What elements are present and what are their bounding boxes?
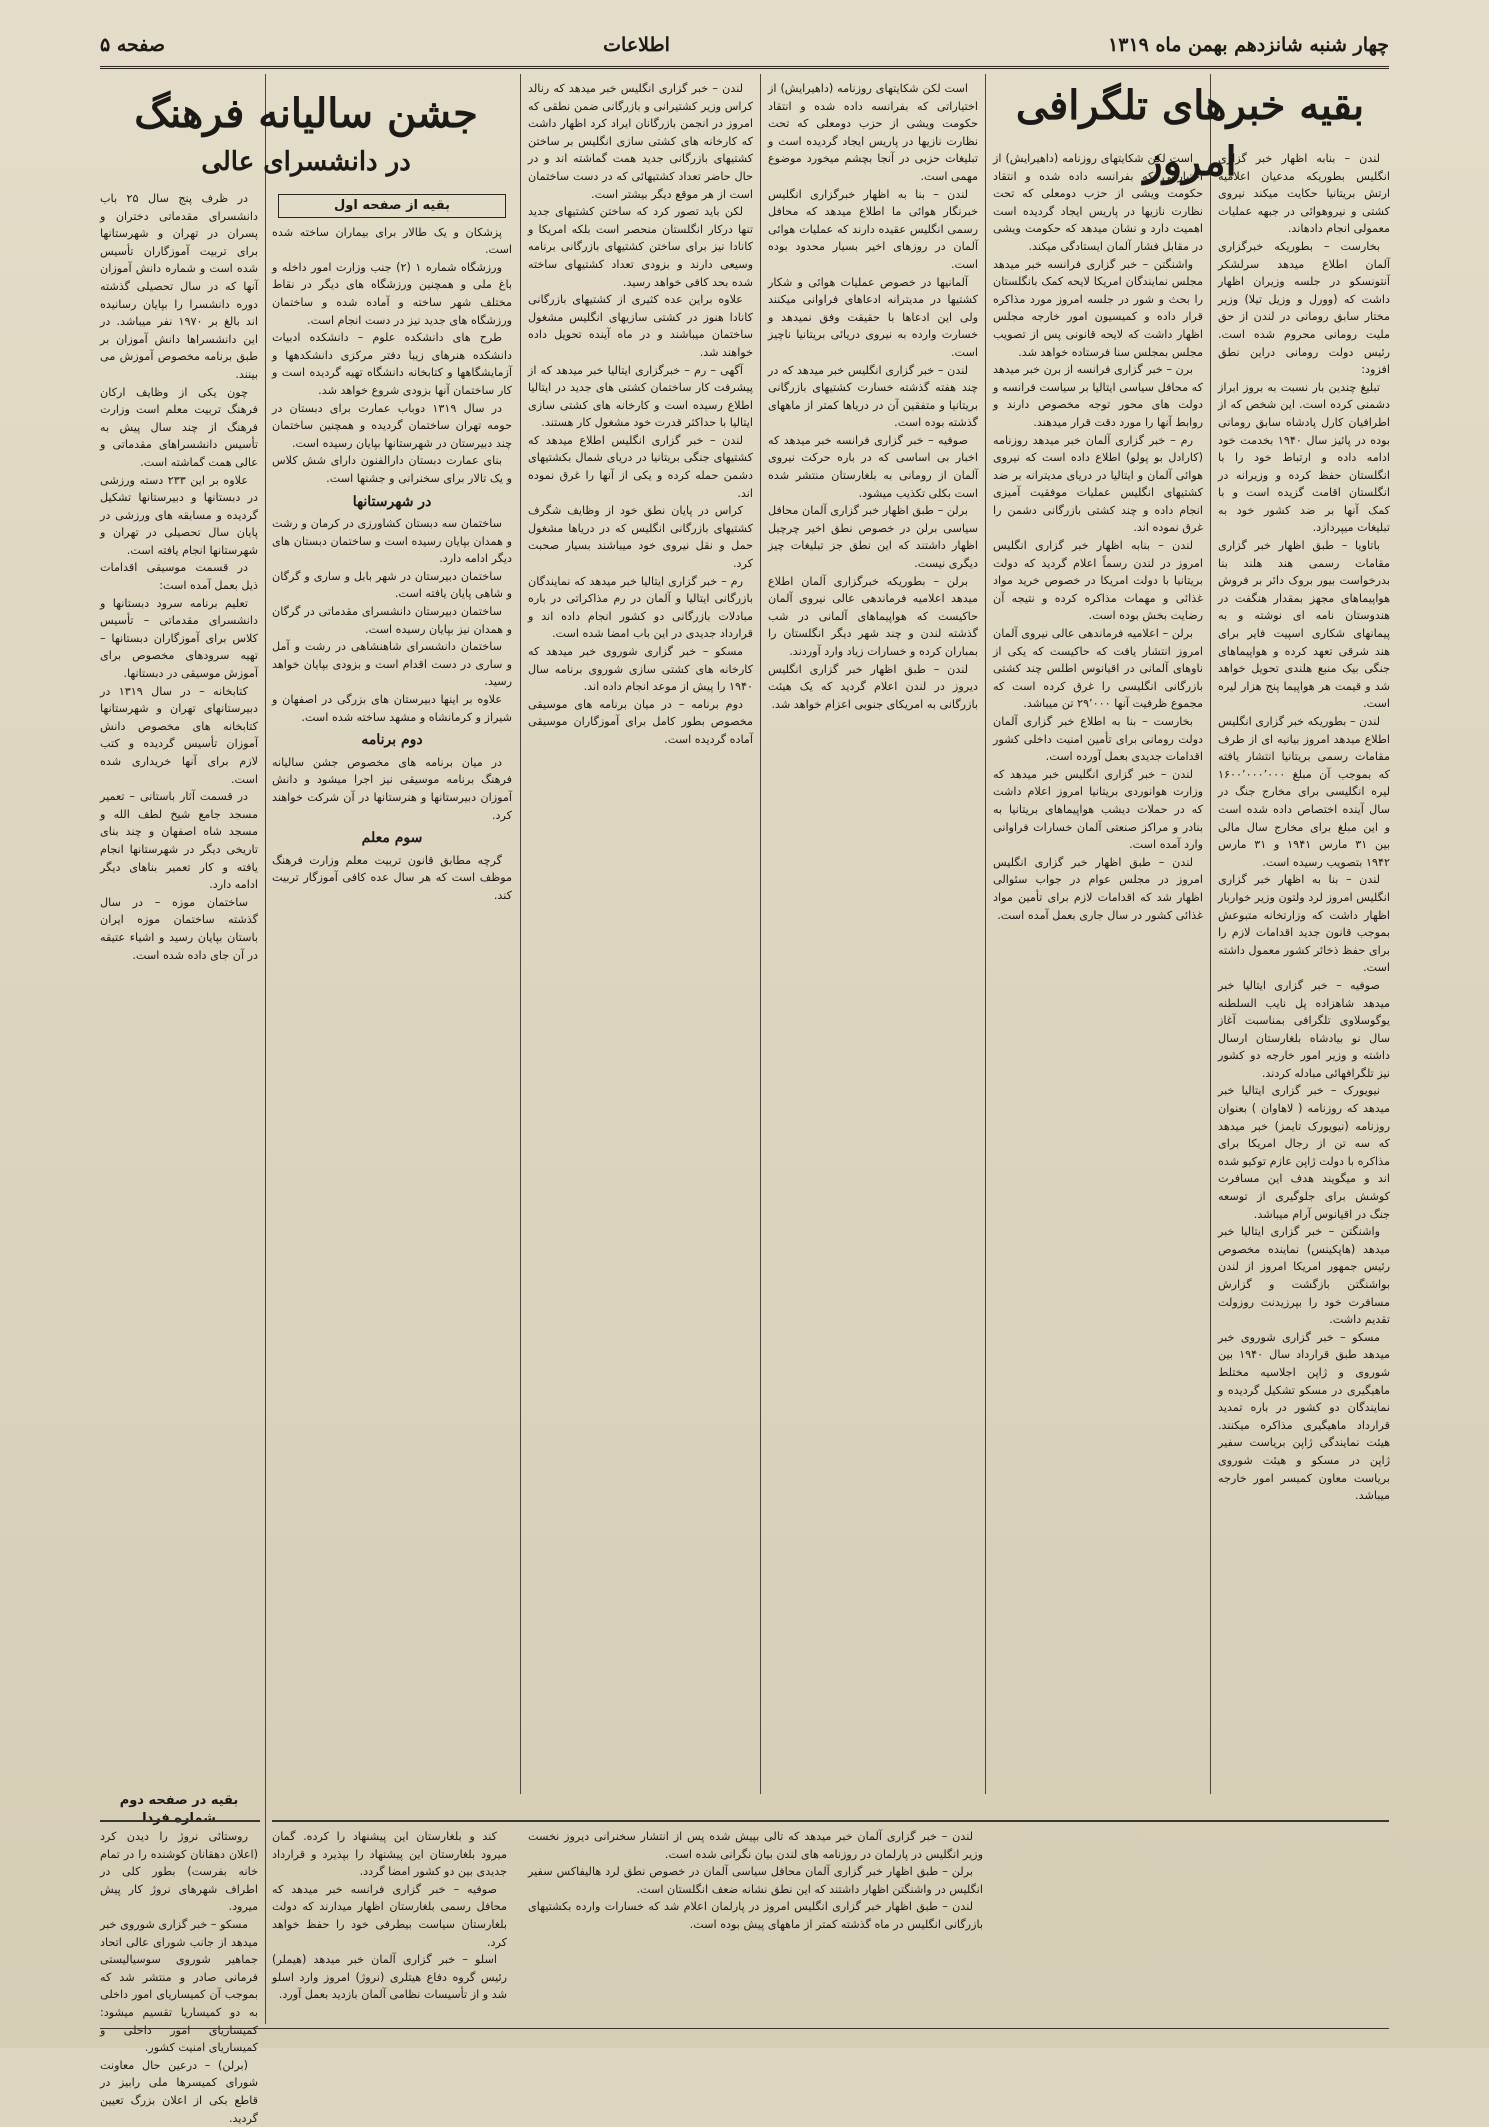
news-item: (برلن) – درعین حال معاونت شورای کمیسرها ملی رابیز در قاطع بکی از اعلان بزرگ تعیین گردید. [100,2058,258,2125]
news-item: بخارست – بنا به اطلاع خبر گزاری آلمان دولت رومانی برای تأمین امنیت داخلی کشور اقدامات جدیدی بعمل آورده است. [993,715,1203,764]
news-item: بخارست – بطوریکه خبرگزاری آلمان اطلاع میدهد سرلشکر آنتونسکو در جلسه وزیران اظهار داشت که (وورل و وزیل تیلا) وزیر مختار سابق رومانی در لندن از حق ملیت رومانی محروم شده است. رئیس دولت رومانی دراین نطق افزود: [1218,239,1390,377]
news-item: لندن – خبر گزاری آلمان خبر میدهد که تالی بپیش شده پس از انتشار سخنرانی دیروز نخست وزیر انگلیس در پارلمان در روزنامه های لندن بیان نگرانی شده است. [528,1830,983,1861]
article-paragraph: در ظرف پنج سال ۲۵ باب دانشسرای مقدماتی دختران و پسران در تهران و شهرستانها برای تربیت آموزگاران تأسیس شده است و شماره دانش آموزان آنها که در سال تحصیلی گذشته دوره دانشسرا را بپایان رسانیده اند بالغ بر ۱۹۷۰ نفر میباشد. در این دانشسراها دانش آموزان بر طبق برنامه مخصوص آموزش می بینند. [100,192,258,381]
news-item: لندن – بنابه اظهار خبر گزاری انگلیس امروز در لندن رسماً اعلام گردید که دولت بریتانیا با دولت امریکا در خصوص خرید مواد غذائی و مهمات مذاکره کرده و نتیجه آن رضایت بخش بوده است. [993,539,1203,623]
news-item: برلن – بطوریکه خبرگزاری آلمان اطلاع میدهد اعلامیه فرماندهی عالی نیروی آلمان حاکیست که هواپیماهای آلمانی در شب گذشته لندن و چند شهر دیگر انگلستان را بمباران کرده و خسارات زیاد وارد آوردند. [768,574,978,658]
news-item: واشنگتن – خبر گزاری ایتالیا خبر میدهد (هاپکینس) نماینده مخصوص رئیس جمهور امریکا امروز از لندن بواشنگتن بازگشت و گزارش مسافرت خود را بپرزیدنت روزولت تقدیم داشت. [1218,1225,1390,1327]
column-culture-article [100,190,258,1780]
news-item: کند و بلغارستان این پیشنهاد را کرده. گمان میرود بلغارستان این پیشنهاد را بپذیرد و قرارداد جدیدی بین دو کشور امضا گردد. [272,1830,507,1879]
news-item: رم – خبر گزاری آلمان خبر میدهد روزنامه (کارادل بو پولو) اطلاع داده است که نیروی هوائی آلمان و ایتالیا در دریای مدیترانه بر ضد کشتیهای انگلیس عملیات موفقیت آمیزی انجام داده و چند کشتی بازرگانی دشمن را غرق نموده اند. [993,433,1203,535]
page-bottom-rule [100,2028,1389,2029]
culture-article-subtitle: در دانشسرای عالی [201,147,411,177]
newspaper-name: اطلاعات [603,34,670,56]
news-item: برن – خبر گزاری فرانسه از برن خبر میدهد که محافل سیاسی ایتالیا بر سیاست فرانسه و دولت های محور توجه مخصوص دارند و روابط آنها را مورد دقت قرار میدهند. [993,363,1203,429]
article-paragraph: کتابخانه – در سال ۱۳۱۹ در دبیرستانهای تهران و شهرستانها کتابخانه های مخصوص دانش آموزان تأسیس گردیده و کتب لازم برای آنها خریداری شده است. [100,684,258,786]
article-paragraph: ساختمان دبیرستان در شهر بابل و ساری و گرگان و شاهی پایان یافته است. [272,569,512,601]
news-item: است لکن شکایتهای روزنامه (داهیرایش) از اختیاراتی که بفرانسه داده شده و انتقاد حکومت ویشی از حزب دومعلی که تحت نظارت نازیها در پاریس ایجاد گردیده است اهمیت دارد و نشان میدهد که حکومت ویشی در مقابل فشار آلمان ایستادگی میکند. [993,152,1203,253]
section-rule [272,1820,1389,1822]
masthead-rule [100,66,1389,69]
news-item: لندن – خبر گزاری انگلیس خبر میدهد که وزارت هوانوردی بریتانیا امروز اعلام داشت که در حملات دیشب هواپیماهای بریتانیا به بنادر و مراکز صنعتی آلمان خسارات فراوانی وارد آمده است. [993,767,1203,852]
column-telegraph-news-1 [1218,150,1390,1790]
bottom-column-right [100,1828,258,2125]
article-paragraph: ساختمان موزه – در سال گذشته ساختمان موزه ایران باستان بپایان رسید و اشیاء عتیقه در آن جای داده شده است. [100,895,258,962]
news-item: برلن – طبق اظهار خبر گزاری آلمان محافل سیاسی آلمان در خصوص نطق لرد هالیفاکس سفیر انگلیس در واشنگتن اظهار داشتند که این نطق نشانه ضعف انگلستان است. [528,1865,983,1896]
article-paragraph: ساختمان دانشسرای شاهنشاهی در رشت و آمل و ساری در دست اقدام است و بزودی بپایان خواهد رسید. [272,640,512,689]
news-item: لندن – بنا به اظهار خبرگزاری انگلیس خبرنگار هوائی ما اطلاع میدهد که محافل رسمی انگلیس عقیده دارند که عملیات هوائی آلمان در روزهای اخیر بسیار محدود بوده است. [768,187,978,271]
news-item: کراس در پایان نطق خود از وظایف شگرف کشتیهای بازرگانی انگلیس که در دریاها مشغول حمل و نقل نیروی خود میباشند بسیار صحبت کرد. [528,504,753,571]
news-item: مسکو – خبر گزاری شوروی خبر میدهد که کارخانه های کشتی سازی شوروی برنامه سال ۱۹۴۰ را پیش از موعد انجام داده اند. [528,645,753,694]
article-paragraph: در میان برنامه های مخصوص جشن سالیانه فرهنگ برنامه موسیقی نیز اجرا میشود و دانش آموزان دبیرستانها و هنرستانها در آن شرکت خواهند کرد. [272,755,512,822]
column-culture-continued [272,190,512,1790]
bottom-column-left [272,1828,507,2024]
continued-from-page-one: بقیه از صفحه اول [278,194,506,218]
continued-next-issue: بقیه در صفحه دوم شماره فردا [119,1793,239,1826]
bottom-column-middle [528,1828,983,2024]
article-paragraph: علاوه بر اینها دبیرستان های بزرگی در اصفهان و شیراز و کرمانشاه و مشهد ساخته شده است. [272,693,512,724]
article-paragraph: در قسمت موسیقی اقدامات ذیل بعمل آمده است: [100,561,258,593]
article-paragraph: پزشکان و یک طالار برای بیماران ساخته شده است. [272,225,512,257]
page-number: صفحه ۵ [100,34,166,56]
culture-article-headline [100,86,512,182]
news-item: آلمانیها در خصوص عملیات هوائی و شکار کشتیها در مدیترانه ادعاهای فراوانی میکنند ولی این ادعاها با حقیقت وفق نمیدهد و خسارت وارده به نیروی دریائی بریتانیا ناچیز است. [768,275,978,359]
column-telegraph-news-4 [528,80,753,1790]
section-subhead: دوم برنامه [361,732,423,749]
column-divider [1210,74,1211,1794]
date-line: چهار شنبه شانزدهم بهمن ماه ۱۳۱۹ [1108,34,1389,56]
column-divider [520,74,521,1794]
article-paragraph: ساختمان دبیرستان دانشسرای مقدماتی در گرگان و همدان نیز بپایان رسیده است. [272,605,512,636]
telegraph-news-headline: بقیه خبرهای تلگرافی امروز [1015,82,1365,185]
news-item: لندن – خبر گزاری انگلیس اطلاع میدهد که کشتیهای جنگی بریتانیا در دریای شمال بکشتیهای دشمن حمله کرده و یکی از آنها را غرق نموده اند. [528,433,753,500]
column-telegraph-news-3 [768,80,978,1790]
article-paragraph: بنای عمارت دبستان دارالفنون دارای شش کلاس و یک تالار برای سخنرانی و جشنها است. [272,454,512,485]
news-item: برلن – طبق اظهار خبر گزاری آلمان محافل سیاسی برلن در خصوص نطق اخیر چرچیل اظهار داشتند که این نطق جز تبلیغات چیز دیگری نیست. [768,504,978,571]
culture-article-title: جشن سالیانه فرهنگ [134,90,478,137]
news-item: مسکو – خبر گزاری شوروی خبر میدهد از جانب شورای عالی اتحاد جماهیر شوروی سوسیالیستی فرمانی صادر و منتشر شد که بموجب آن کمیساریای امور داخلی به دو کمیساریا تقسیم میشود: کمیساریای امور داخلی و کمیساریای امنیت کشور. [100,1917,258,2055]
article-paragraph: ورزشگاه شماره ۱ (۲) جنب وزارت امور داخله و باغ ملی و همچنین ورزشگاه های دیگر در نقاط مختلف شهر ساخته و آماده شده و ساختمان ورزشگاه های جدید نیز در دست انجام است. [272,260,512,327]
news-item: برلن – اعلامیه فرماندهی عالی نیروی آلمان امروز انتشار یافت که حاکیست که یکی از ناوهای آلمانی در اقیانوس اطلس چند کشتی بازرگانی انگلیسی را غرق کرده است که مجموع ظرفیت آنها ۲۹٬۰۰۰ تن میباشد. [993,627,1203,711]
news-item: نیویورک – خبر گزاری ایتالیا خبر میدهد که روزنامه ( لاهاوان ) بعنوان روزنامه (نیویورک تایمز) خبر میدهد که سه تن از رجال امریکا برای مذاکره با دولت ژاپن عازم توکیو شده اند و میگویند هدف این مسافرت کوشش برای جلوگیری از توسعه جنگ در اقیانوس آرام میباشد. [1217,1084,1390,1221]
news-item: دوم برنامه – در میان برنامه های موسیقی مخصوص بطور کامل برای آموزگاران موسیقی آماده گردیده است. [528,697,753,746]
column-divider [760,74,761,1794]
news-item: لندن – طبق اظهار خبر گزاری انگلیس دیروز در لندن اعلام گردید که یک هیئت بازرگانی به امریکای جنوبی اعزام خواهد شد. [768,662,978,711]
news-item: لندن – طبق اظهار خبر گزاری انگلیس امروز در مجلس عوام در جواب سئوالی اظهار شد که اقدامات لازم برای تأمین مواد غذائی کشور در سال جاری بعمل آمده است. [993,855,1203,922]
news-item: رم – خبر گزاری ایتالیا خبر میدهد که نمایندگان بازرگانی ایتالیا و آلمان در رم مذاکراتی در باره مبادلات بازرگانی دو کشور انجام داده اند و قرارداد جدیدی در این باب امضا شده است. [528,574,753,641]
news-item: تبلیغ چندین بار نسبت به بروز ابراز دشمنی کرده است. این شخص که از اطرافیان کارل پادشاه سابق رومانی بوده در پائیز سال ۱۹۴۰ بخدمت خود ادامه داده و ارتباط خود را با انگلستان حفظ کرده و وزیرانه در انگلستان اقامت گزیده است و با کمک آنها بر ضد کشور خود به تبلیغات میپردازد. [1218,380,1390,535]
article-paragraph: طرح های دانشکده علوم – دانشکده ادبیات دانشکده هنرهای زیبا دفتر مرکزی دانشکدهها و آزمایشگاهها و کتابخانه دانشگاه تهیه گردیده است و کار ساختمان آنها بزودی شروع خواهد شد. [272,331,512,397]
news-item: صوفیه – خبر گزاری فرانسه خبر میدهد که اخبار بی اساسی که در باره حرکت نیروی آلمان از رومانی به بلغارستان منتشر شده است بکلی تکذیب میشود. [768,433,978,500]
news-item: واشنگتن – خبر گزاری فرانسه خبر میدهد مجلس نمایندگان امریکا لایحه کمک بانگلستان را بحث و شور در جلسه امروز مورد مذاکره قرار داده و کمیسیون امور خارجه مجلس اظهار داشت که لایحه قانونی پس از تصویب مجلس بمجلس سنا فرستاده خواهد شد. [993,257,1203,359]
news-item: مسکو – خبر گزاری شوروی خبر میدهد طبق قرارداد سال ۱۹۴۰ بین شوروی و ژاپن اجلاسیه مختلط ماهیگیری در مسکو تشکیل گردیده و نمایندگان دو کشور در باره تمدید قرارداد ماهیگیری مذاکره میکنند. هیئت نمایندگی ژاپن بریاست سفیر ژاپن در مسکو و هیئت شوروی بریاست معاون کمیسر امور خارجه میباشد. [1218,1330,1390,1503]
section-rule [100,1820,260,1822]
article-paragraph: چون یکی از وظایف ارکان فرهنگ تربیت معلم است وزارت فرهنگ از چند سال پیش به تأسیس دانشسراهای مقدماتی و عالی همت گماشته است. [100,385,258,469]
news-item: صوفیه – خبر گزاری فرانسه خبر میدهد که محافل رسمی بلغارستان اظهار میدارند که دولت بلغارستان سیاست بیطرفی خود را حفظ خواهد کرد. [272,1882,507,1949]
section-subhead: سوم معلم [361,830,423,847]
column-divider [985,74,986,1794]
news-item: صوفیه – خبر گزاری ایتالیا خبر میدهد شاهزاده پل نایب السلطنه یوگوسلاوی تلگرافی بمناسبت آغاز سال نو بیادشاه بلغارستان ارسال داشته و وزیر امور خارجه دو کشور نیز تلگرافهائی مبادله کردند. [1218,978,1390,1080]
article-paragraph: در قسمت آثار باستانی – تعمیر مسجد جامع شیخ لطف الله و مسجد شاه اصفهان و چند بنای تاریخی دیگر در شهرستانها انجام یافته و کار تعمیر بناهای دیگر ادامه دارد. [100,790,258,892]
news-item: لکن باید تصور کرد که ساختن کشتیهای جدید تنها درکار انگلستان منحصر است بلکه امریکا و کانادا نیز برای ساختن کشتیهای بازرگانی برنامه وسیعی دارند و بزودی تعداد کشتیهای ساخته شده بحد کافی خواهد رسید. [528,205,753,289]
news-item: است لکن شکایتهای روزنامه (داهیرایش) از اختیاراتی که بفرانسه داده شده و انتقاد حکومت ویشی از حزب دومعلی که تحت نظارت نازیها در پاریس ایجاد گردیده است و تبلیغات حزبی در آنجا بچشم میخورد موضوع مهمی است. [768,82,978,183]
news-item: آگهی – رم – خبرگزاری ایتالیا خبر میدهد که از پیشرفت کار ساختمان کشتی های جدید در ایتالیا اطلاع رسیده است و کارخانه های کشتی سازی ایتالیا با حداکثر قدرت خود مشغول کار هستند. [528,363,753,430]
article-paragraph: علاوه بر این ۲۳۳ دسته ورزشی در دبستانها و دبیرستانها تشکیل گردیده و مسابقه های ورزشی در پایان سال تحصیلی در تهران و شهرستانها انجام یافته است. [100,473,258,557]
article-paragraph: در سال ۱۳۱۹ دوباب عمارت برای دبستان در حومه تهران ساختمان گردیده و همچنین ساختمان چند دبیرستان در شهرستانها بپایان رسیده است. [272,401,512,450]
column-telegraph-news-2 [993,150,1203,1790]
news-item: لندن – بطوریکه خبر گزاری انگلیس اطلاع میدهد امروز بیانیه ای از طرف مقامات رسمی بریتانیا انتشار یافته که بموجب آن مبلغ ۱۶۰۰٬۰۰۰٬۰۰۰ لیره انگلیسی برای مخارج جنگ در سال آینده اختصاص داده شده است و این مبلغ برای مخارج سال مالی بین ۳۱ مارس ۱۹۴۱ و ۳۱ مارس ۱۹۴۲ بتصویب رسیده است. [1218,715,1390,869]
news-item: لندن – خبر گزاری انگلیس خبر میدهد که در چند هفته گذشته خسارت کشتیهای بازرگانی بریتانیا و متفقین آن در دریاها کمتر از ماههای گذشته بوده است. [768,363,978,430]
news-item: علاوه براین عده کثیری از کشتیهای بازرگانی کانادا هنوز در کشتی سازیهای انگلیس مشغول ساختمان میباشند و در ماه آینده تحویل داده خواهند شد. [528,293,753,359]
masthead [100,28,1389,62]
news-item: روستائی نروژ را دیدن کرد (اعلان دهقانان کوشنده را در تمام خانه بفرست) بطور کلی در اطراف شهرهای نروژ کار پیش میرود. [100,1830,258,1914]
news-item: لندن – خبر گزاری انگلیس خبر میدهد که رنالد کراس وزیر کشتیرانی و بازرگانی ضمن نطقی که امروز در انجمن بازرگانان ایراد کرد اظهار داشت که کارخانه های کشتی سازی انگلیس بر ساختن کشتیهای بازرگانی جدید همت گماشته اند و در حال حاضر تعداد کشتیهائی که در دست ساختمان است از هر موقع دیگر بیشتر است. [528,82,753,201]
article-paragraph: ساختمان سه دبستان کشاورزی در کرمان و رشت و همدان بپایان رسیده است و ساختمان دبستان های دیگر ادامه دارد. [272,517,512,566]
news-item: لندن – بنا به اظهار خبر گزاری انگلیس امروز لرد ولتون وزیر خواربار اظهار داشت که وزارتخانه متبوعش بموجب قانون جدید اقدامات لازم را برای حفظ ذخائر کشور معمول داشته است. [1218,873,1390,975]
news-item: اسلو – خبر گزاری آلمان خبر میدهد (هیملر) رئیس گروه دفاع هیتلری (نروژ) امروز وارد اسلو شد و از تأسیسات نظامی آلمان بازدید بعمل آورد. [272,1953,507,2002]
section-subhead: در شهرستانها [352,493,432,510]
column-divider [265,74,266,2024]
news-item: لندن – بنابه اظهار خبر گزاری انگلیس بطوریکه مدعیان اعلامیه ارتش بریتانیا حکایت میکند نیروی کشتی و نیروهوائی در جبهه عملیات معمولی انجام دادهاند. [1218,152,1390,236]
article-paragraph: تعلیم برنامه سرود دبستانها و دانشسرای مقدماتی – تأسیس کلاس برای آموزگاران دبستانها – تهیه سرودهای مخصوص برای آموزش موسیقی در دبستانها. [100,596,258,681]
article-paragraph: گرچه مطابق قانون تربیت معلم وزارت فرهنگ موظف است که هر سال عده کافی آموزگار تربیت کند. [272,853,512,902]
news-item: باتاویا – طبق اظهار خبر گزاری مقامات رسمی هند هلند بنا بدرخواست بیور بروک دائر بر فروش هواپیماهای مجهز بمقدار هنگفت در هندوستان نامه ای نوشته و به پیمانهای شکاری اسپیت فایر برای هند شرقی تعهد کرده و هواپیماهای جنگی بیک منبع هلندی تحویل خواهد شد و قیمت هر هواپیما پنج هزار لیره است. [1218,539,1390,711]
news-item: لندن – طبق اظهار خبر گزاری انگلیس امروز در پارلمان اعلام شد که خسارات وارده بکشتیهای بازرگانی انگلیس در ماه گذشته کمتر از ماههای پیش بوده است. [528,1900,983,1931]
